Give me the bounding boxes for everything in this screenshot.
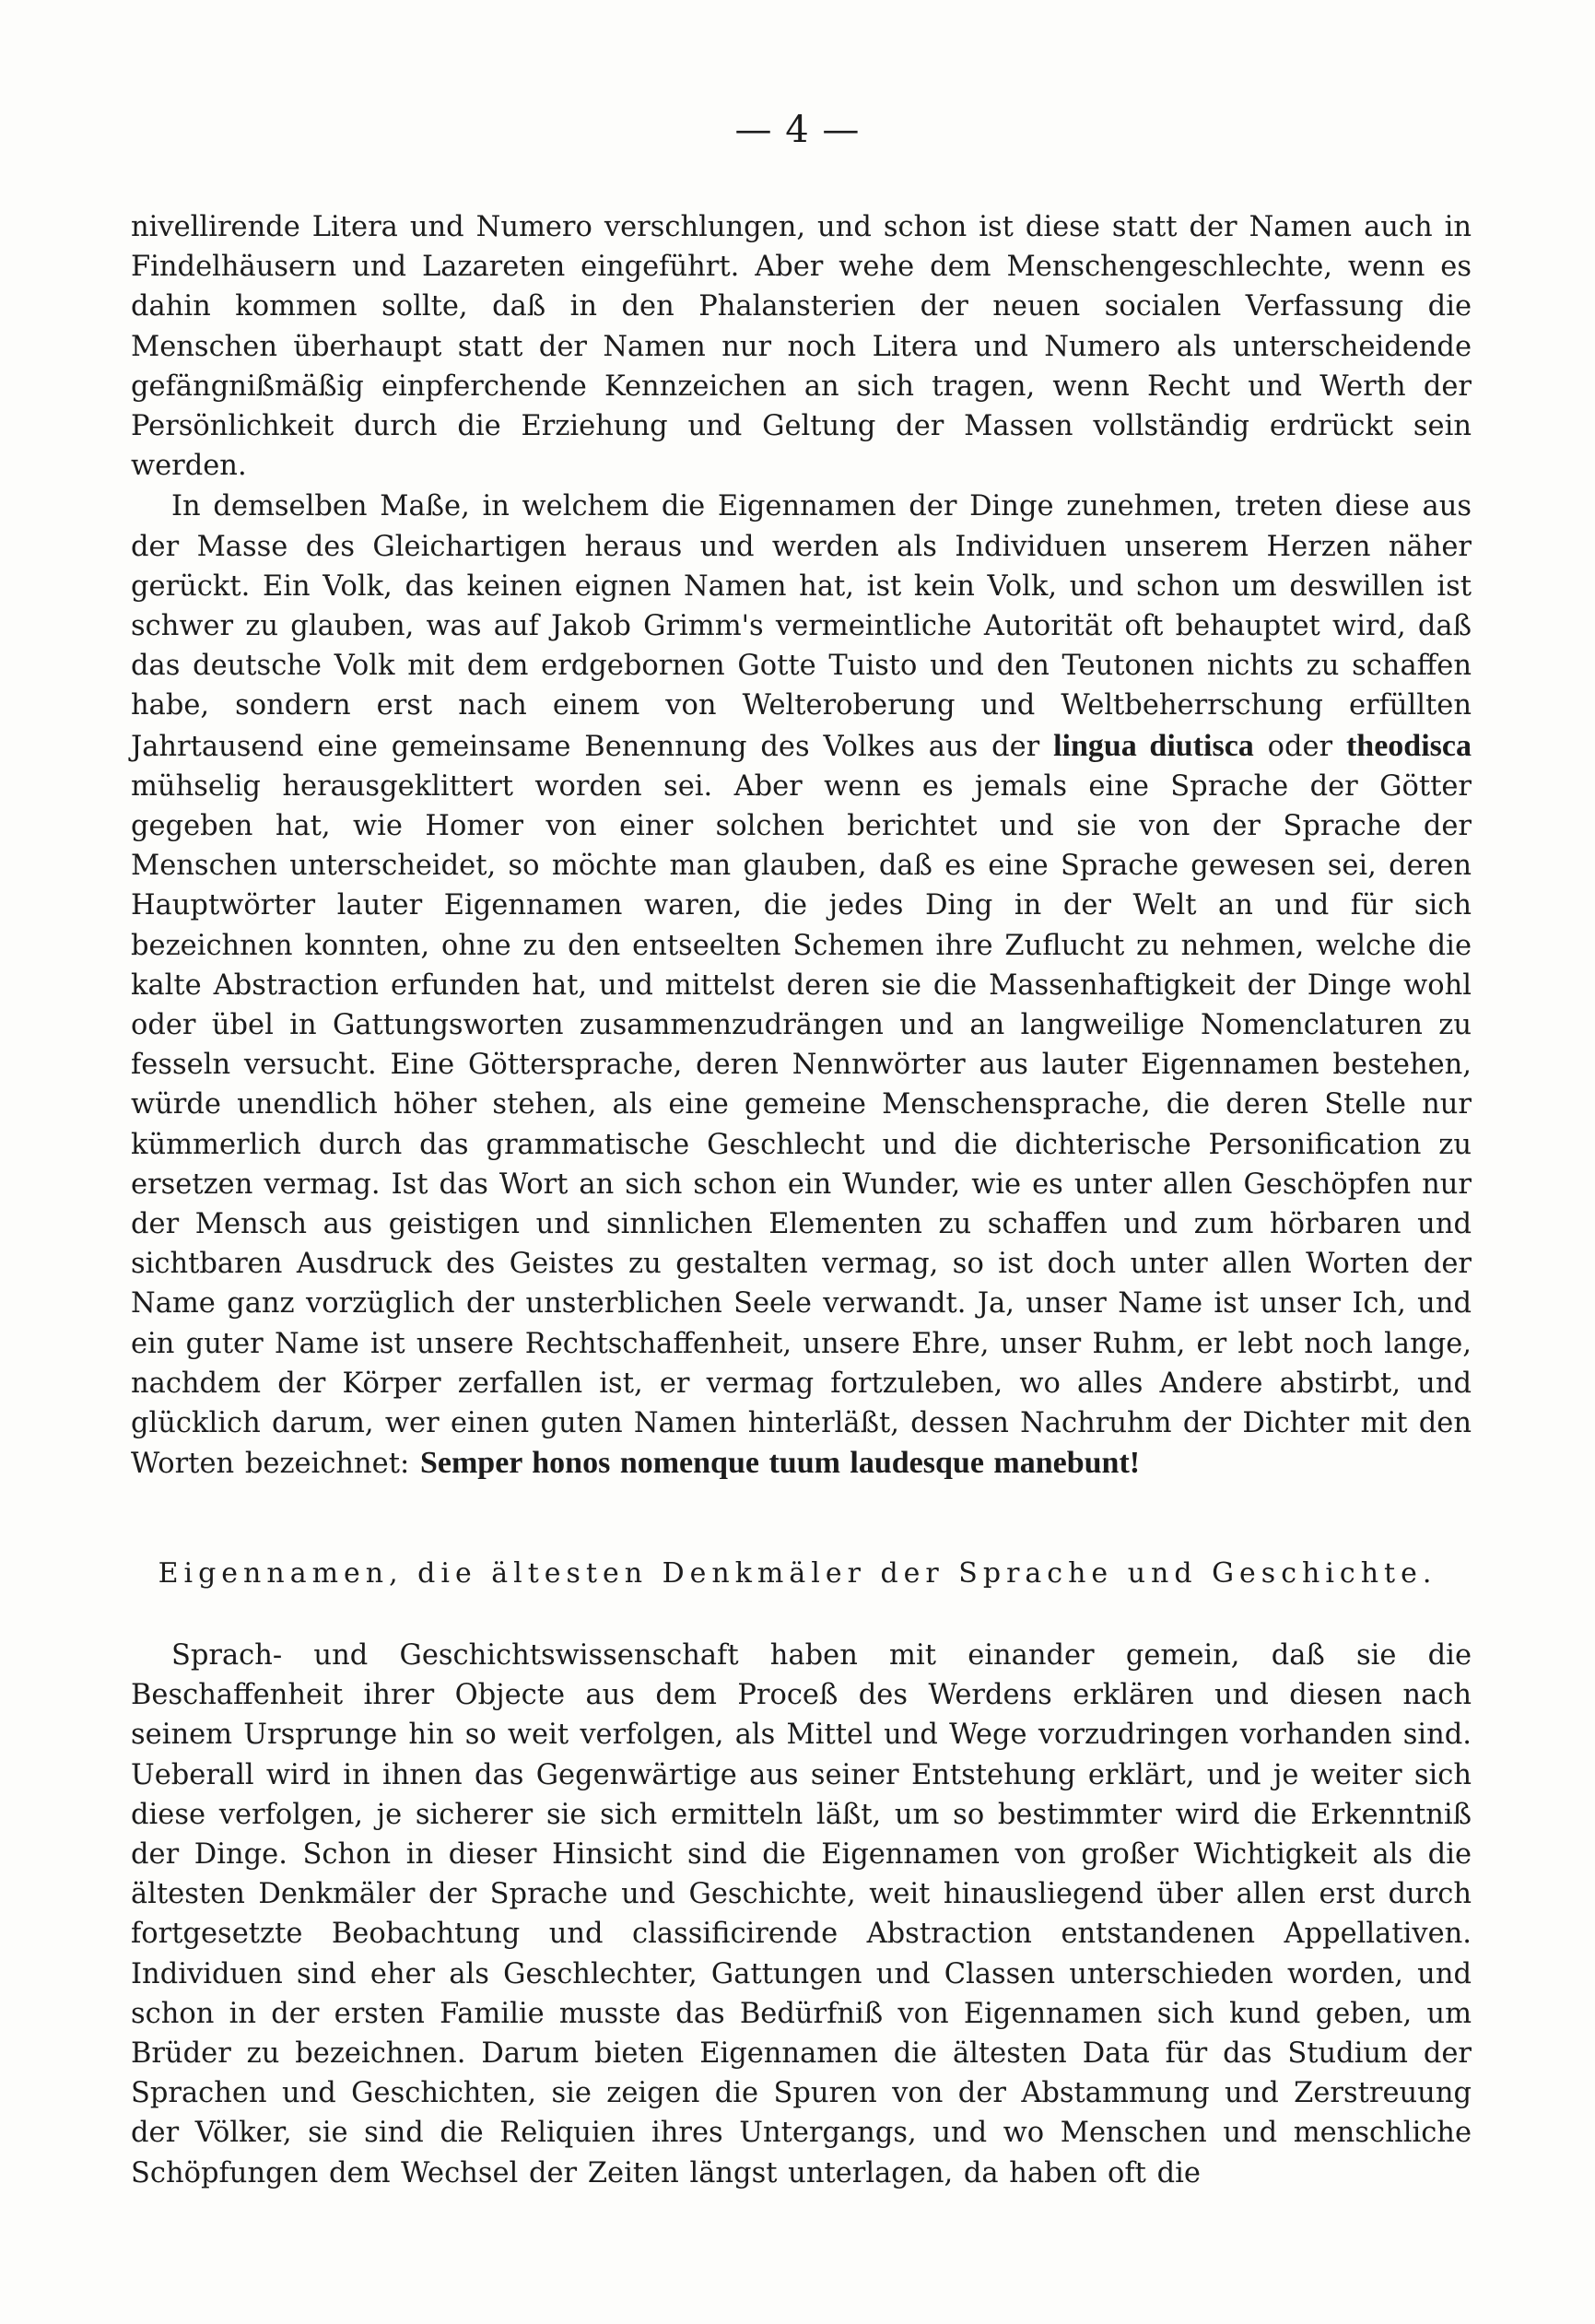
paragraph-sprachwissenschaft: Sprach- und Geschichtswissenschaft haben mit einander gemein, daß sie die Beschaffenheit ihrer Objecte aus dem Proceß des Werdens erklären und diesen nach seinem Ursprunge hin so weit verfolgen, als Mittel und Wege vorzudringen vorhanden sind. Ueberall wird in ihnen das Gegenwärtige aus seiner Entstehung erklärt, und je weiter sich diese verfolgen, je sicherer sie sich ermitteln läßt, um so bestimmter wird die Erkenntniß der Dinge. Schon in dieser Hinsicht sind die Eigennamen von großer Wichtigkeit als die ältesten Denkmäler der Sprache und Geschichte, weit hinausliegend über allen erst durch fortgesetzte Beobachtung und classificirende Abstraction entstandenen Appellativen. Individuen sind eher als Geschlechter, Gattungen und Classen unterschieden worden, und schon in der ersten Familie musste das Bedürfniß von Eigennamen sich kund geben, um Brüder zu bezeichnen. Darum bieten Eigennamen die ältesten Data für das Studium der Sprachen und Geschichten, sie zeigen die Spuren von der Abstammung und Zerstreuung der Völker, sie sind die Reliquien ihres Untergangs, und wo Menschen und menschliche Schöpfungen dem Wechsel der Zeiten längst unterlagen, da haben oft die <box>131 1639 1472 2189</box>
text-block-top <box>131 207 1472 1485</box>
connector-word: oder <box>1267 730 1333 763</box>
latin-quotation: Semper honos nomenque tuum laudesque manebunt! <box>419 1446 1141 1481</box>
text-block-bottom <box>131 1636 1472 2193</box>
paragraph-eigennamen <box>131 487 1472 1484</box>
paragraph-text: In demselben Maße, in welchem die Eigennamen der Dinge zunehmen, treten diese aus der Masse des Gleichartigen heraus und werden als Individuen unserem Herzen näher gerückt. Ein Volk, das keinen eignen Namen hat, ist kein Volk, und schon um deswillen ist schwer zu glauben, was auf Jakob Grimm's vermeintliche Autorität oft behauptet wird, daß das deutsche Volk mit dem erdgebornen Gotte Tuisto und den Teutonen nichts zu schaffen habe, sondern erst nach einem von Welteroberung und Weltbeherrschung erfüllten Jahrtausend eine gemeinsame Benennung des Volkes aus der <box>131 490 1472 763</box>
paragraph-text: mühselig herausgeklittert worden sei. Aber wenn es jemals eine Sprache der Götter gegeben hat, wie Homer von einer solchen berichtet und sie von der Sprache der Menschen unterscheidet, so möchte man glauben, daß es eine Sprache gewesen sei, deren Hauptwörter lauter Eigennamen waren, die jedes Ding in der Welt an und für sich bezeichnen konnten, ohne zu den entseelten Schemen ihre Zuflucht zu nehmen, welche die kalte Abstraction erfunden hat, und mittelst deren sie die Massenhaftigkeit der Dinge wohl oder übel in Gattungsworten zusammenzudrängen und an langweilige Nomenclaturen zu fesseln versucht. Eine Göttersprache, deren Nennwörter aus lauter Eigennamen bestehen, würde unendlich höher stehen, als eine gemeine Menschensprache, die deren Stelle nur kümmerlich durch das grammatische Geschlecht und die dichterische Personification zu ersetzen vermag. Ist das Wort an sich schon ein Wunder, wie es unter allen Geschöpfen nur der Mensch aus geistigen und sinnlichen Elementen zu schaffen und zum hörbaren und sichtbaren Ausdruck des Geistes zu gestalten vermag, so ist doch unter allen Worten der Name ganz vorzüglich der unsterblichen Seele verwandt. Ja, unser Name ist unser Ich, und ein guter Name ist unsere Rechtschaffenheit, unsere Ehre, unser Ruhm, er lebt noch lange, nachdem der Körper zerfallen ist, er vermag fortzuleben, wo alles Andere abstirbt, und glücklich darum, wer einen guten Namen hinterläßt, dessen Nachruhm der Dichter mit den Worten bezeichnet: <box>131 769 1472 1481</box>
paragraph-continuation: nivellirende Litera und Numero verschlungen, und schon ist diese statt der Namen auch in Findelhäusern und Lazareten eingeführt. Aber wehe dem Menschengeschlechte, wenn es dahin kommen sollte, daß in den Phalansterien der neuen socialen Verfassung die Menschen überhaupt statt der Namen nur noch Litera und Numero als unterscheidende gefängnißmäßig einpferchende Kennzeichen an sich tragen, wenn Recht und Werth der Persönlichkeit durch die Erziehung und Geltung der Massen vollständig erdrückt sein werden. <box>131 211 1472 483</box>
section-heading: Eigennamen, die ältesten Denkmäler der Sprache und Geschichte. <box>158 1557 1437 1590</box>
page-number: — 4 — <box>734 109 861 151</box>
latin-phrase-diutisca: lingua diutisca <box>1053 728 1254 763</box>
latin-phrase-theodisca: theodisca <box>1345 728 1472 763</box>
